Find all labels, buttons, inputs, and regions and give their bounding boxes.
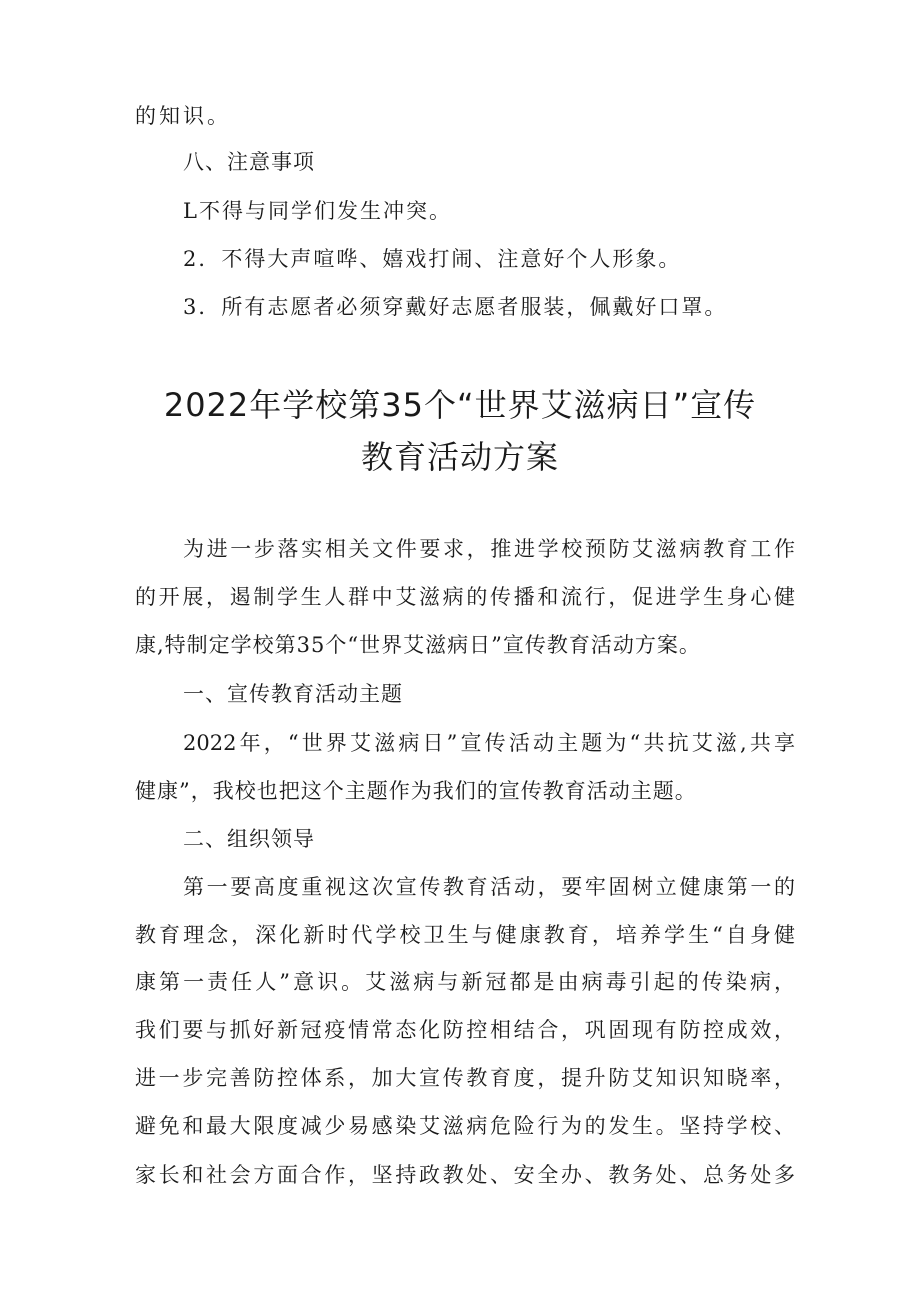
- section-1-heading: 一、宣传教育活动主题: [183, 682, 403, 706]
- section-2-heading: 二、组织领导: [183, 827, 315, 851]
- section-2-line-7: 家长和社会方面合作，坚持政教处、安全办、教务处、总务处多: [135, 1163, 795, 1187]
- section-2-line-5: 进一步完善防控体系，加大宣传教育度，提升防艾知识知晓率，: [135, 1066, 795, 1090]
- note-item-3: 3．所有志愿者必须穿戴好志愿者服装，佩戴好口罩。: [183, 295, 728, 319]
- intro-line-2: 的开展，遏制学生人群中艾滋病的传播和流行，促进学生身心健: [135, 585, 795, 609]
- section-1-line-1: 2022年，“世界艾滋病日”宣传活动主题为“共抗艾滋,共享: [183, 731, 795, 755]
- section-2-line-4: 我们要与抓好新冠疫情常态化防控相结合，巩固现有防控成效，: [135, 1018, 795, 1042]
- note-item-2: 2．不得大声喧哗、嬉戏打闹、注意好个人形象。: [183, 247, 682, 271]
- section-1-line-2: 健康”，我校也把这个主题作为我们的宣传教育活动主题。: [135, 779, 697, 803]
- continuation-text: 的知识。: [135, 104, 231, 128]
- section-8-heading: 八、注意事项: [183, 150, 315, 174]
- section-2-line-3: 康第一责任人”意识。艾滋病与新冠都是由病毒引起的传染病，: [135, 970, 795, 994]
- section-2-line-2: 教育理念，深化新时代学校卫生与健康教育，培养学生“自身健: [135, 923, 795, 947]
- section-2-line-6: 避免和最大限度减少易感染艾滋病危险行为的发生。坚持学校、: [135, 1114, 795, 1138]
- doc-title-line-2: 教育活动方案: [360, 438, 559, 476]
- intro-line-3: 康,特制定学校第35个“世界艾滋病日”宣传教育活动方案。: [135, 633, 701, 657]
- doc-title-line-1: 2022年学校第35个“世界艾滋病日”宣传: [163, 386, 757, 424]
- intro-line-1: 为进一步落实相关文件要求，推进学校预防艾滋病教育工作: [183, 537, 795, 561]
- note-item-1: L不得与同学们发生冲突。: [183, 199, 452, 223]
- section-2-line-1: 第一要高度重视这次宣传教育活动，要牢固树立健康第一的: [183, 875, 795, 899]
